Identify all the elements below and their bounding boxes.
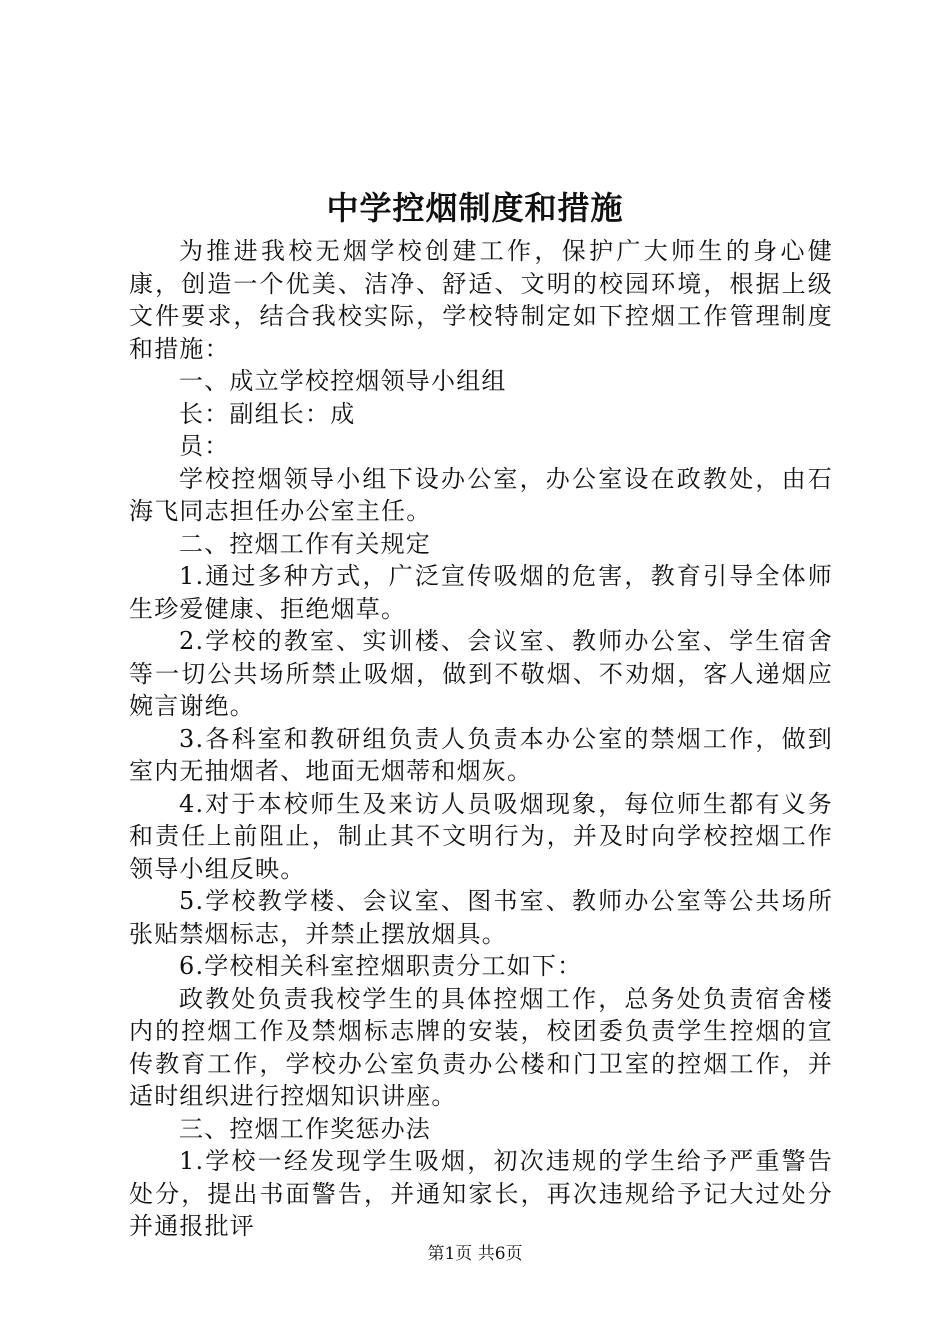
page-footer: 第1页 共6页 — [427, 1244, 523, 1264]
section-heading: 三、控烟工作奖惩办法 — [179, 1114, 431, 1143]
section-heading: 一、成立学校控烟领导小组组 — [179, 367, 507, 395]
list-item: 1.通过多种方式，广泛宣传吸烟的危害，教育引导全体师生珍爱健康、拒绝烟草。 — [129, 562, 833, 623]
list-item: 4.对于本校师生及来访人员吸烟现象，每位师生都有义务和责任上前阻止，制止其不文明行为，并及时向学校控烟工作领导小组反映。 — [129, 789, 833, 883]
paragraph: 员： — [179, 432, 230, 460]
paragraph: 为推进我校无烟学校创建工作，保护广大师生的身心健康，创造一个优美、洁净、舒适、文明的校园环境，根据上级文件要求，结合我校实际，学校特制定如下控烟工作管理制度和措施： — [129, 237, 833, 363]
document-title: 中学控烟制度和措施 — [326, 189, 624, 227]
list-item: 5.学校教学楼、会议室、图书室、教师办公室等公共场所张贴禁烟标志，并禁止摆放烟具。 — [129, 887, 833, 948]
list-item: 6.学校相关科室控烟职责分工如下： — [179, 952, 583, 980]
list-item: 1.学校一经发现学生吸烟，初次违规的学生给予严重警告处分，提出书面警告，并通知家长，再次违规给予记大过处分并通报批评 — [129, 1147, 833, 1240]
list-item: 3.各科室和教研组负责人负责本办公室的禁烟工作，做到室内无抽烟者、地面无烟蒂和烟灰。 — [129, 724, 833, 785]
section-heading: 二、控烟工作有关规定 — [179, 529, 431, 558]
list-item: 2.学校的教室、实训楼、会议室、教师办公室、学生宿舍等一切公共场所禁止吸烟，做到不敬烟、不劝烟，客人递烟应婉言谢绝。 — [129, 627, 833, 720]
document-body — [129, 235, 833, 1243]
paragraph: 学校控烟领导小组下设办公室，办公室设在政教处，由石海飞同志担任办公室主任。 — [129, 464, 833, 525]
paragraph: 政教处负责我校学生的具体控烟工作，总务处负责宿舍楼内的控烟工作及禁烟标志牌的安装，校团委负责学生控烟的宣传教育工作，学校办公室负责办公楼和门卫室的控烟工作，并适时组织进行控烟知识讲座。 — [129, 984, 833, 1110]
paragraph: 长：副组长：成 — [179, 399, 356, 428]
